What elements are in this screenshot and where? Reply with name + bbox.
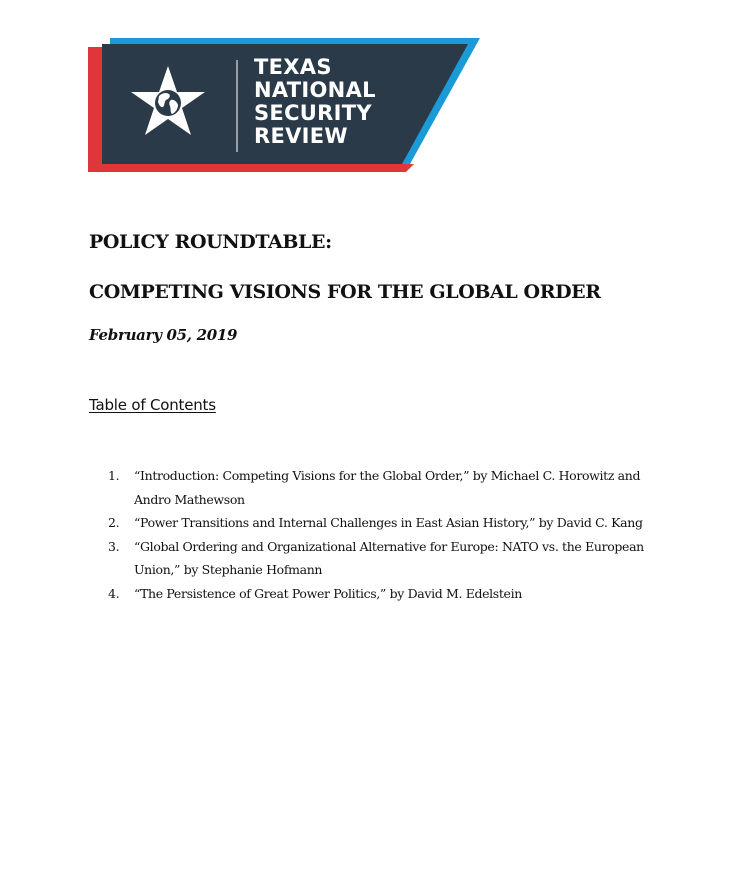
toc-item [108, 582, 678, 606]
document-title-line1: POLICY ROUNDTABLE: [89, 231, 332, 253]
toc-item [108, 535, 678, 582]
toc-item-text: “The Persistence of Great Power Politics,” by David M. Edelstein [134, 585, 522, 601]
toc-item-number: 4. [108, 585, 120, 601]
toc-item-text: “Introduction: Competing Visions for the Global Order,” by Michael C. Horowitz and Andro Mathewson [134, 468, 641, 507]
logo-wordmark [254, 56, 414, 148]
toc-item [108, 464, 678, 511]
logo-line-national: NATIONAL [254, 78, 376, 102]
toc-item-number: 2. [108, 515, 120, 530]
document-title-line2: COMPETING VISIONS FOR THE GLOBAL ORDER [89, 281, 601, 303]
toc-item-number: 3. [108, 538, 120, 554]
toc-list [108, 464, 678, 605]
toc-item [108, 511, 678, 535]
tnsr-logo [88, 38, 480, 174]
toc-heading: Table of Contents [89, 396, 216, 414]
logo-line-security: SECURITY [254, 101, 372, 125]
toc-item-number: 1. [108, 468, 120, 483]
logo-line-review: REVIEW [254, 124, 348, 148]
toc-item-text: “Power Transitions and Internal Challenges in East Asian History,” by David C. Kang [134, 515, 643, 530]
toc-item-text: “Global Ordering and Organizational Alternative for Europe: NATO vs. the European Union,” by Stephanie Hofmann [134, 538, 644, 577]
publication-date: February 05, 2019 [89, 326, 238, 344]
logo-line-texas: TEXAS [254, 55, 332, 79]
